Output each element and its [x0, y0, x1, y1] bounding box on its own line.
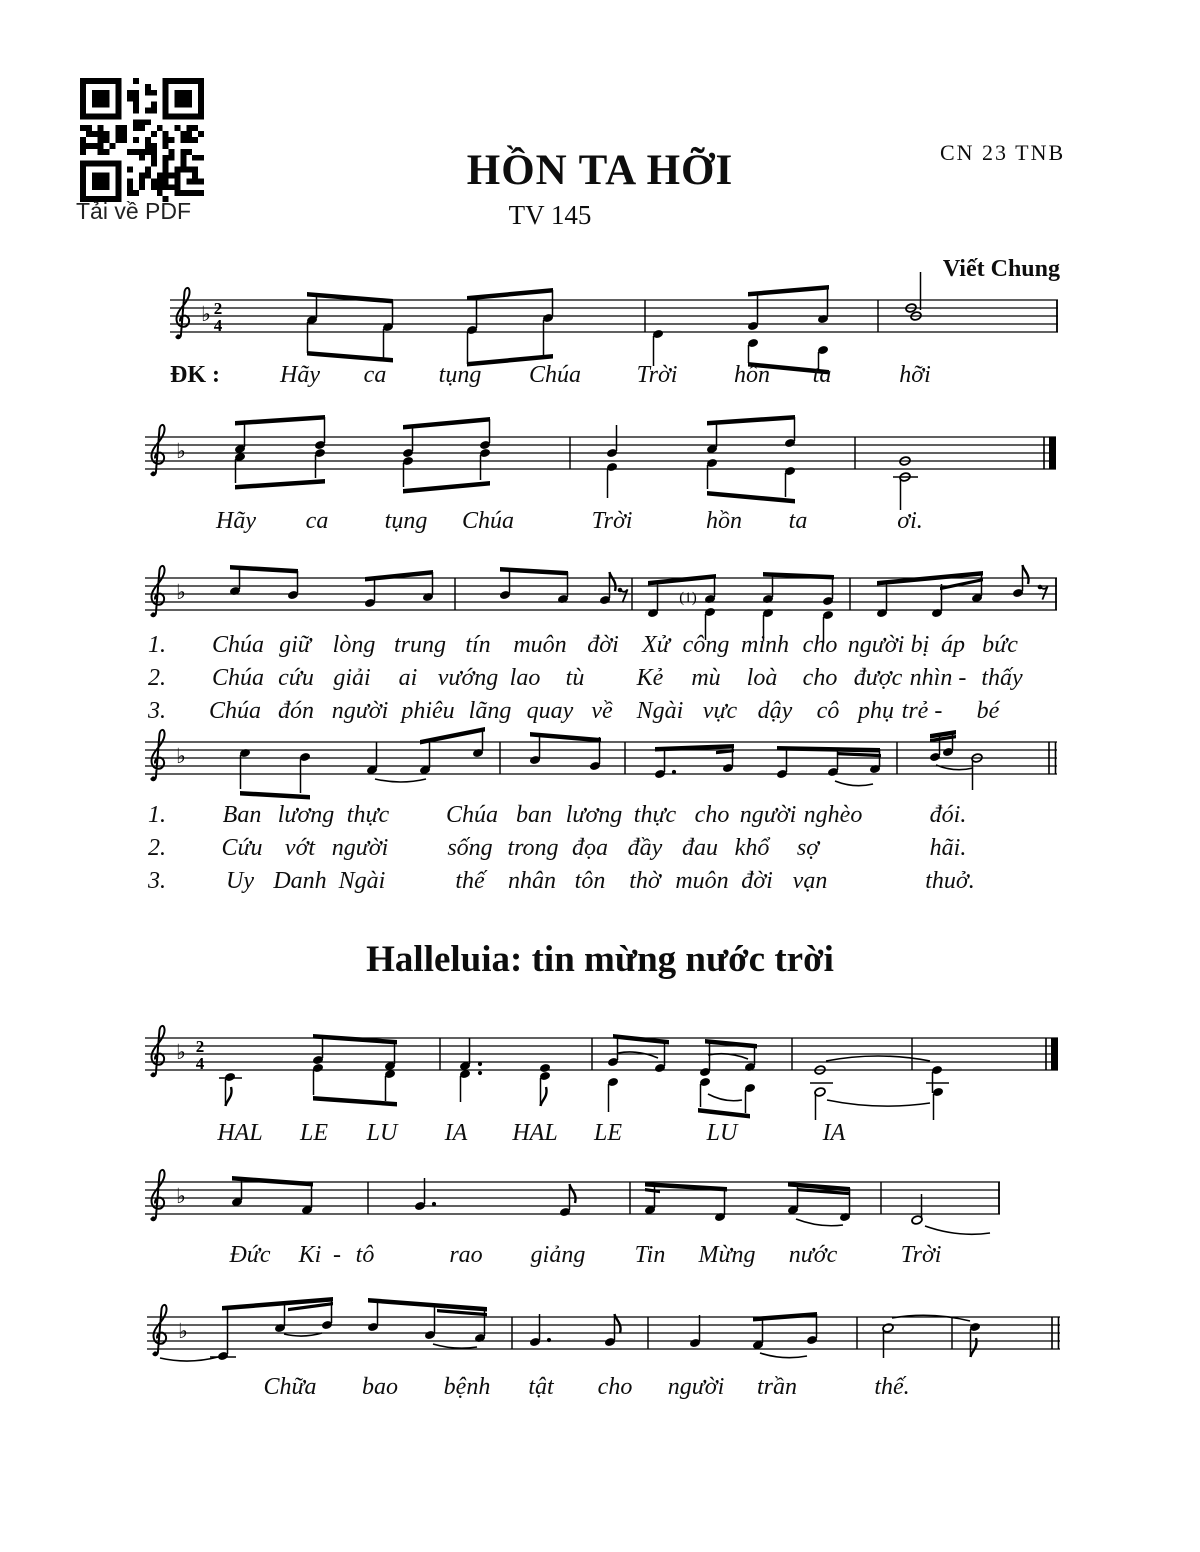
lyric-word: nghèo	[803, 802, 863, 828]
lyric-word: sợ	[796, 835, 820, 861]
svg-text:♭: ♭	[201, 302, 211, 326]
lyric-word: thế.	[874, 1374, 910, 1400]
liturgical-reference: CN 23 TNB	[940, 140, 1066, 165]
lyric-word: mù	[691, 665, 721, 691]
lyric-word: Trời	[636, 362, 678, 388]
lyric-word: Ban	[222, 802, 262, 828]
lyric-word: thế	[455, 868, 485, 894]
lyric-word: thuở.	[925, 868, 975, 894]
lyric-word: LE	[299, 1120, 329, 1146]
lyric-word: tù	[565, 665, 585, 691]
lyric-word: phụ	[858, 698, 894, 724]
lyric-word: Trời	[900, 1242, 942, 1268]
lyric-word: rao	[449, 1242, 483, 1268]
lyric-word: bệnh	[443, 1374, 491, 1400]
halleluia-verse2-lyrics	[0, 1374, 1200, 1406]
lyric-word: trung	[393, 632, 447, 658]
lyric-word: nhìn -	[909, 665, 967, 691]
lyric-word: ai	[398, 665, 418, 691]
svg-text:♭: ♭	[176, 580, 186, 604]
lyric-word: ca	[305, 508, 329, 534]
lyric-word: Xử	[642, 632, 670, 658]
lyric-word: lương	[565, 802, 623, 828]
lyric-word: IA	[822, 1120, 846, 1146]
lyric-word: cho	[597, 1374, 633, 1400]
lyric-word: hồn	[706, 508, 742, 534]
verse-b-3	[0, 868, 1200, 900]
lyric-word: thấy	[981, 665, 1023, 691]
refrain-label: ĐK :	[170, 362, 220, 388]
verse-number: 2.	[148, 835, 166, 861]
verse-number: 3.	[148, 698, 166, 724]
lyric-word: bức	[982, 632, 1018, 658]
composer-name: Viết Chung	[942, 256, 1060, 282]
lyric-word: Trời	[591, 508, 633, 534]
lyric-word: Chúa	[461, 508, 515, 534]
lyric-word: Chúa	[211, 665, 265, 691]
lyric-word: ta	[788, 508, 808, 534]
lyric-word: ta	[812, 362, 832, 388]
verse-a-1	[0, 632, 1200, 664]
verse-number: 1.	[148, 802, 166, 828]
lyric-word: Chúa	[211, 632, 265, 658]
lyric-word: quay	[526, 698, 574, 724]
lyric-word: đón	[278, 698, 314, 724]
lyric-word: lãng	[468, 698, 512, 724]
lyric-word: trần	[756, 1374, 798, 1400]
lyric-word: người	[331, 835, 389, 861]
lyric-word: Chúa	[208, 698, 262, 724]
verse-number: 3.	[148, 868, 166, 894]
lyric-word: vạn	[792, 868, 828, 894]
lyric-word: muôn	[513, 632, 567, 658]
lyric-word: Uy	[226, 868, 254, 894]
lyric-word: Chữa	[263, 1374, 317, 1400]
lyric-word: LU	[706, 1120, 738, 1146]
lyric-word: tụng	[438, 362, 482, 388]
lyric-word: đọa	[572, 835, 608, 861]
lyric-word: Chúa	[528, 362, 582, 388]
lyric-word: giải	[333, 665, 371, 691]
lyric-word: trẻ -	[901, 698, 943, 724]
svg-text:4: 4	[213, 316, 223, 335]
svg-text:(1): (1)	[679, 590, 697, 606]
lyric-word: Cứu	[221, 835, 263, 861]
lyric-word: lương	[277, 802, 335, 828]
page-subtitle: TV 145	[508, 200, 592, 230]
verse-number: 2.	[148, 665, 166, 691]
lyric-word: bao	[362, 1374, 398, 1400]
lyric-word: Tin	[634, 1242, 666, 1268]
lyric-word: Chúa	[445, 802, 499, 828]
lyric-word: IA	[444, 1120, 468, 1146]
lyric-word: Ngài	[636, 698, 684, 724]
lyric-word: bé	[976, 698, 1000, 724]
lyric-word: đau	[682, 835, 718, 861]
lyric-word: muôn	[675, 868, 729, 894]
lyric-word: -	[333, 1242, 341, 1268]
lyric-word: Kẻ	[636, 665, 664, 691]
verse-a-2	[0, 665, 1200, 697]
lyric-word: thờ	[629, 868, 661, 894]
lyric-word: người	[331, 698, 389, 724]
svg-text:4: 4	[195, 1054, 205, 1073]
verse-a-3	[0, 698, 1200, 730]
lyric-word: vớt	[284, 835, 316, 861]
lyric-word: người	[739, 802, 797, 828]
lyric-word: Hãy	[216, 508, 256, 534]
lyric-word: người	[667, 1374, 725, 1400]
lyric-word: tín	[465, 632, 491, 658]
lyric-word: sống	[447, 835, 493, 861]
lyric-word: đầy	[627, 835, 663, 861]
lyric-word: giảng	[530, 1242, 586, 1268]
lyric-word: tật	[528, 1374, 554, 1400]
lyric-word: công	[682, 632, 730, 658]
lyric-word: nhân	[508, 868, 556, 894]
svg-text:♭: ♭	[176, 1040, 186, 1064]
lyric-word: hỡi	[899, 362, 931, 388]
lyric-word: tụng	[384, 508, 428, 534]
lyric-word: ơi.	[897, 508, 923, 534]
page-title: HỒN TA HỠI	[466, 147, 734, 194]
lyric-word: hồn	[734, 362, 770, 388]
lyric-word: vực	[702, 698, 738, 724]
lyric-word: tô	[355, 1242, 375, 1268]
lyric-word: được	[853, 665, 903, 691]
lyric-word: minh	[741, 632, 789, 658]
svg-text:2: 2	[195, 1037, 205, 1056]
lyric-word: phiêu	[401, 698, 455, 724]
lyric-word: cứu	[278, 665, 314, 691]
lyric-word: Ki	[298, 1242, 322, 1268]
section-heading: Halleluia: tin mừng nước trời	[366, 939, 834, 980]
lyric-word: trong	[507, 835, 559, 861]
lyric-word: người	[847, 632, 905, 658]
lyric-word: HAL	[512, 1120, 558, 1146]
download-pdf-link[interactable]: Tải về PDF	[76, 198, 192, 224]
svg-text:♭: ♭	[176, 744, 186, 768]
lyric-word: vướng	[437, 665, 499, 691]
lyric-word: áp	[941, 632, 965, 658]
verse-b-2	[0, 835, 1200, 867]
svg-text:♭: ♭	[178, 1319, 188, 1343]
lyric-word: ban	[516, 802, 552, 828]
refrain-lyrics-1	[0, 362, 1200, 394]
lyric-word: thực	[346, 802, 390, 828]
lyric-word: Mừng	[698, 1242, 756, 1268]
lyric-word: HAL	[217, 1120, 263, 1146]
lyric-word: cô	[816, 698, 840, 724]
lyric-word: giữ	[279, 632, 311, 658]
lyric-word: đời	[587, 632, 619, 658]
lyric-word: đói.	[929, 802, 967, 828]
lyric-word: tôn	[574, 868, 606, 894]
svg-text:♭: ♭	[176, 439, 186, 463]
lyric-word: Hãy	[280, 362, 320, 388]
verse-b-1	[0, 802, 1200, 834]
lyric-word: cho	[802, 632, 838, 658]
halleluia-verse-lyrics	[0, 1242, 1200, 1274]
lyric-word: Đức	[229, 1242, 271, 1268]
lyric-word: bị	[910, 632, 930, 658]
lyric-word: cho	[694, 802, 730, 828]
lyric-word: LE	[593, 1120, 623, 1146]
refrain-lyrics-2	[0, 508, 1200, 540]
lyric-word: dậy	[757, 698, 793, 724]
lyric-word: đời	[741, 868, 773, 894]
lyric-word: ca	[363, 362, 387, 388]
lyric-word: về	[591, 698, 613, 724]
lyric-word: thực	[633, 802, 677, 828]
lyric-word: cho	[802, 665, 838, 691]
lyric-word: loà	[746, 665, 778, 691]
lyric-word: lòng	[332, 632, 376, 658]
lyric-word: nước	[788, 1242, 838, 1268]
lyric-word: Ngài	[338, 868, 386, 894]
lyric-word: Danh	[273, 868, 327, 894]
halleluia-lyrics	[0, 1120, 1200, 1152]
verse-number: 1.	[148, 632, 166, 658]
lyric-word: lao	[509, 665, 541, 691]
lyric-word: khổ	[734, 835, 770, 861]
svg-text:2: 2	[213, 299, 223, 318]
svg-text:♭: ♭	[176, 1184, 186, 1208]
lyric-word: LU	[366, 1120, 398, 1146]
lyric-word: hãi.	[929, 835, 967, 861]
